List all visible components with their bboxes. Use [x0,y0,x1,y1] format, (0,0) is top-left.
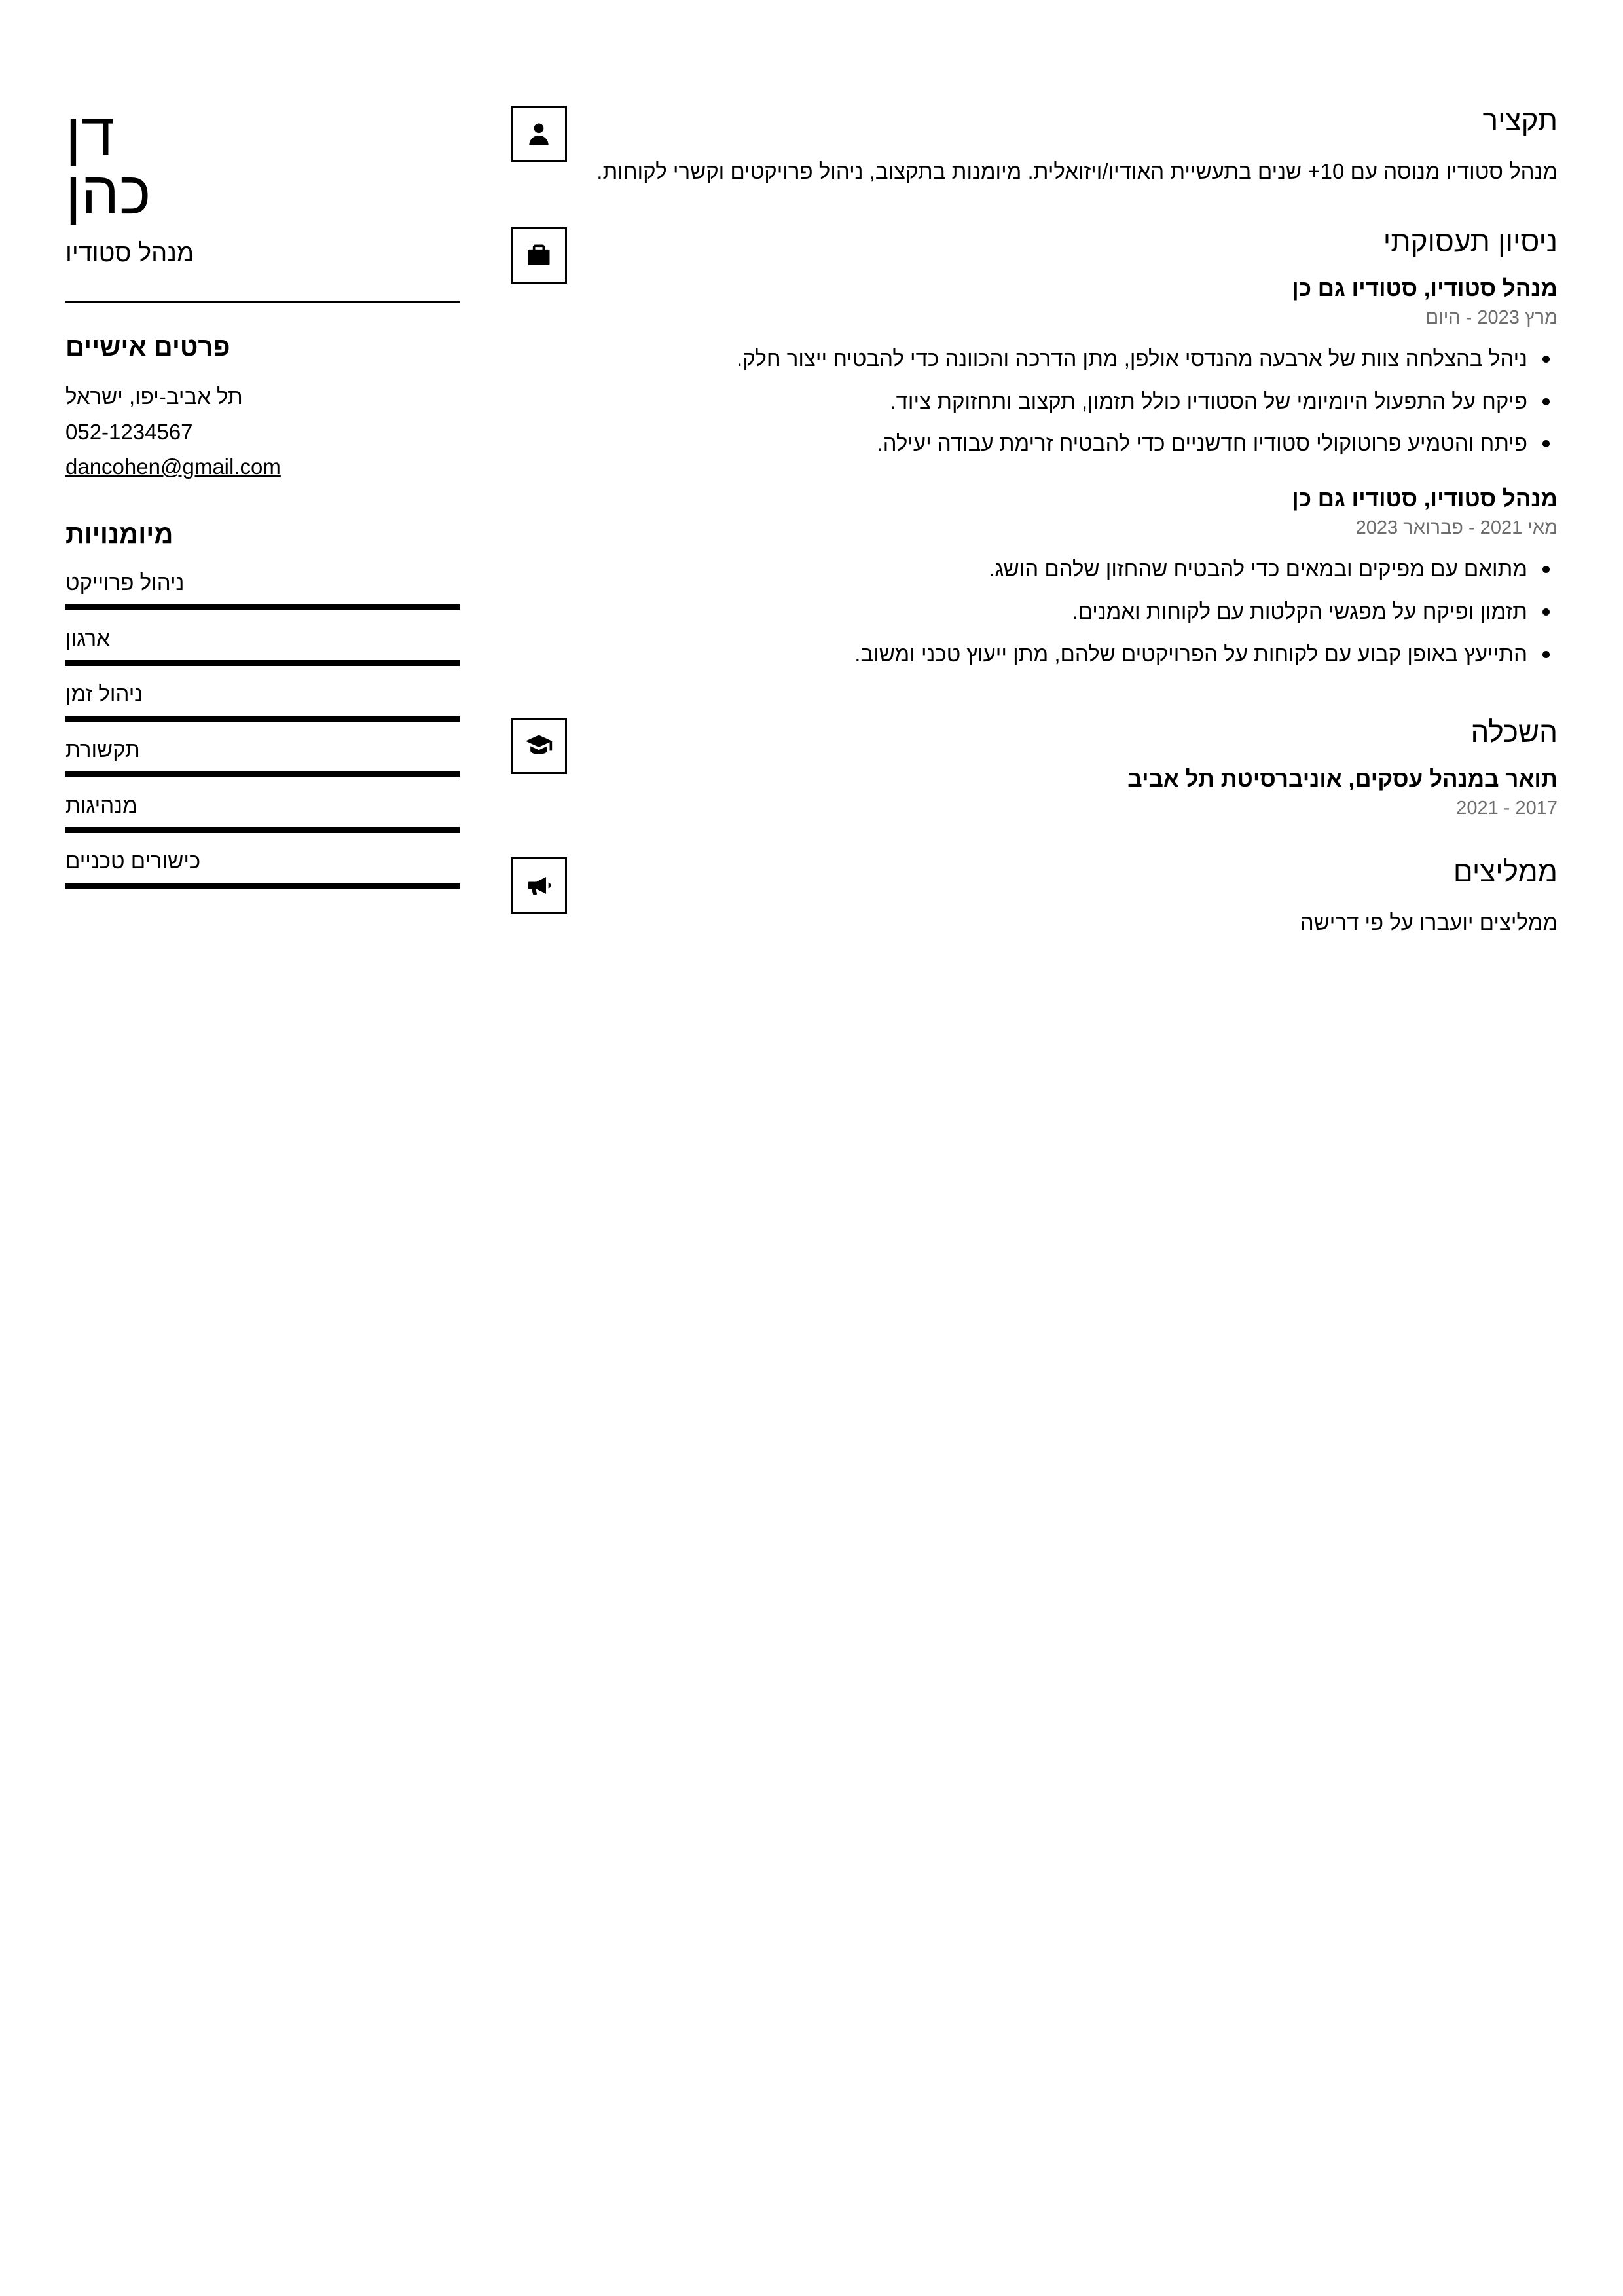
skill-item: כישורים טכניים [65,845,460,889]
job-bullets [593,552,1558,671]
education-dates: 2017 - 2021 [1456,797,1558,819]
section-experience [511,226,1558,680]
experience-item [593,486,1558,671]
job-bullet: תזמון ופיקח על מפגשי הקלטות עם לקוחות ואמנים. [593,595,1558,629]
skill-item: ניהול זמן [65,678,460,722]
experience-body [593,226,1558,680]
sidebar-column [65,92,471,976]
job-bullet: ניהל בהצלחה צוות של ארבעה מהנדסי אולפן, מתן הדרכה והכוונה כדי להבטיח ייצור חלק. [593,342,1558,377]
skills-section [65,520,460,889]
first-name: דן [65,101,115,168]
skills-heading: מיומנויות [65,519,173,549]
summary-text: מנהל סטודיו מנוסה עם 10+ שנים בתעשיית האודיו/ויזואלית. מיומנות בתקצוב, ניהול פרויקטים וקשרי לקוחות. [596,159,1558,183]
skill-item: תקשורת [65,733,460,777]
job-bullet: פיתח והטמיע פרוטוקולי סטודיו חדשניים כדי להבטיח זרימת עבודה יעילה. [593,426,1558,461]
job-bullets [593,342,1558,461]
job-dates: מאי 2021 - פברואר 2023 [1355,517,1558,539]
skill-item: ניהול פרוייקט [65,566,460,610]
phone-text: 052-1234567 [65,419,193,444]
resume-layout [0,0,1623,976]
references-text: ממליצים יועברו על פי דרישה [1300,910,1558,935]
job-bullet: פיקח על התפעול היומיומי של הסטודיו כולל תזמון, תקצוב ותחזוקת ציוד. [593,384,1558,419]
job-dates: מרץ 2023 - היום [1425,306,1558,328]
location-text: תל אביב-יפו, ישראל [65,384,243,409]
summary-body [593,105,1558,189]
header-divider [65,301,460,303]
education-title: השכלה [1470,716,1558,749]
job-role: מנהל סטודיו, סטודיו גם כן [1292,486,1558,512]
last-name: כהן [65,160,151,227]
personal-details-heading: פרטים אישיים [65,333,230,362]
section-references [511,856,1558,940]
person-icon [511,106,567,162]
education-body [593,716,1558,819]
section-summary [511,105,1558,189]
skill-item: ארגון [65,622,460,666]
personal-details-section [65,333,460,484]
references-title: ממליצים [1453,855,1558,888]
job-bullet: מתואם עם מפיקים ובמאים כדי להבטיח שהחזון שלהם הושג. [593,552,1558,587]
graduation-cap-icon [511,718,567,774]
section-education [511,716,1558,819]
name-block [65,101,460,274]
summary-title: תקציר [1482,105,1558,137]
job-title: מנהל סטודיו [65,240,194,268]
briefcase-icon [511,227,567,284]
job-bullet: התייעץ באופן קבוע עם לקוחות על הפרויקטים שלהם, מתן ייעוץ טכני ומשוב. [593,637,1558,672]
experience-item [593,276,1558,461]
skill-item: מנהיגות [65,789,460,833]
email-link[interactable]: dancohen@gmail.com [65,454,281,479]
job-role: מנהל סטודיו, סטודיו גם כן [1292,275,1558,301]
experience-title: ניסיון תעסוקתי [1383,225,1558,258]
references-body [593,856,1558,940]
main-content-column [471,92,1558,976]
education-degree: תואר במנהל עסקים, אוניברסיטת תל אביב [1127,766,1558,792]
megaphone-icon [511,857,567,914]
